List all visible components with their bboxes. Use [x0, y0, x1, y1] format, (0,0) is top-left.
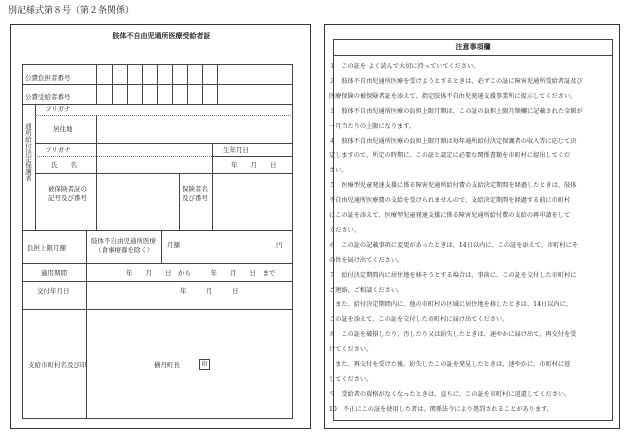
notes-line: 一月当たりの上限になります。 [329, 122, 416, 130]
notes-line: ２ 肢体不自由児通所医療を受けようとするときは、必ずこの証に障害児通所受給者証及び [329, 77, 583, 85]
certificate-page [10, 24, 311, 429]
furigana-label-1: フリガナ [45, 105, 71, 113]
official-seal: 印 [199, 359, 210, 370]
form-number-heading: 別記様式第８号（第２条関係） [8, 6, 135, 16]
period-value: 年 月 日 から 年 月 日 まで [126, 269, 276, 277]
insurer-label-line1: 保険者名 [182, 185, 208, 193]
limit-yen-label: 円 [276, 241, 283, 249]
birthdate-label: 生年月日 [223, 146, 249, 154]
notes-line: ください。 [329, 226, 360, 234]
insurer-label-line2: 及び番号 [182, 194, 208, 202]
child-label-line2: 記号及び番号 [48, 194, 87, 202]
notes-line: ７ 給付決定期間内に居住地を移そうとする場合は、事前に、この証を交付した市町村に [329, 271, 577, 279]
notes-line: また、再交付を受けた後、紛失したこの証を発見したときは、速やかに、市町村に返 [329, 361, 571, 368]
notes-line: ８ この証を破損したり、汚したり又は紛失したときは、速やかに届け出て、再交付を受 [329, 331, 577, 339]
limit-desc-line1: 肢体不自由児通所医療 [91, 237, 156, 245]
mayor-name: 横丹町長 [154, 361, 180, 369]
notes-title: 注意事項欄 [455, 42, 491, 51]
payer-number-label: 公費負担者番号 [25, 74, 71, 82]
furigana-label-2: フリガナ [45, 146, 71, 154]
recipient-number-label: 公費受給者番号 [25, 93, 71, 101]
name-label: 氏 名 [51, 161, 77, 169]
notes-line: ご連絡、ご相談ください。 [329, 286, 404, 294]
limit-month-label: 月額 [167, 241, 180, 249]
notes-line: １ この証を よく読んで大切に持っていてください。 [329, 63, 480, 70]
certificate-title: 肢体不自由児通所医療受給者証 [112, 31, 211, 40]
guardian-section-label: 通所給付決定保護者 [24, 123, 32, 182]
child-label-line1: 被保険者証の [48, 185, 87, 193]
notes-line: さい。 [329, 167, 348, 175]
notes-line: ５ 医療型児童発達支援に係る障害児通所給付費の支給決定期間を経過したときは、肢体 [329, 182, 577, 190]
notes-line: 定しますので、所定の時期に、この証と認定に必要な関係書類を市町村に提出してくだ [329, 152, 571, 160]
notes-page [324, 24, 620, 429]
limit-desc-line2: （食事療養を除く） [95, 246, 154, 254]
municipality-label: 支給市町村名及び印 [28, 361, 87, 369]
notes-line: また、給付決定期間内に、他の市町村の区域に居住地を移したときは、14日以内に、 [329, 301, 572, 309]
limit-label: 負担上限月額 [27, 244, 66, 252]
notes-line: 医療保険の被保険者証を添えて、指定肢体不自由児発達支援事業所に提示してください。 [329, 92, 577, 100]
address-label: 居住地 [53, 125, 73, 133]
issue-date-label: 交付年月日 [37, 287, 70, 295]
notes-line: 10 不正にこの証を使用した者は、関係法令により処罰されることがあります。 [329, 405, 553, 413]
period-label: 適用期間 [41, 269, 67, 277]
notes-line: けてください。 [329, 346, 373, 354]
birthdate-value: 年 月 日 [231, 161, 277, 169]
notes-line: ６ この証の記載事項に変更があったときは、14日以内に、この証を添えて、市町村にそ [329, 241, 578, 249]
issue-date-value: 年 月 日 [180, 287, 239, 295]
notes-line: の旨を届け出てください。 [329, 256, 404, 264]
notes-line: にこの証を添えて、医療型児童発達支援に係る障害児通所給付費の支給の再申請をして [329, 212, 571, 219]
notes-line: ４ 肢体不自由児通所医療の負担上限月額は毎年通所給付決定保護者の収入等に応じて決 [329, 137, 577, 145]
notes-line: してください。 [329, 375, 373, 383]
notes-line: ３ 肢体不自由児通所医療の負担上限月額は、この証の負担上限月額欄に記載された金額が [329, 107, 583, 115]
notes-line: ９ 受給者の資格がなくなったときは、直ちに、この証を市町村に返還してください。 [329, 390, 571, 398]
notes-line: この証を添えて、この証を交付した市町村に届け出てください。 [329, 316, 509, 324]
notes-line: 不自由児通所医療費の支給を受けられませんので、支給決定期間を経過する前に市町村 [329, 197, 571, 205]
